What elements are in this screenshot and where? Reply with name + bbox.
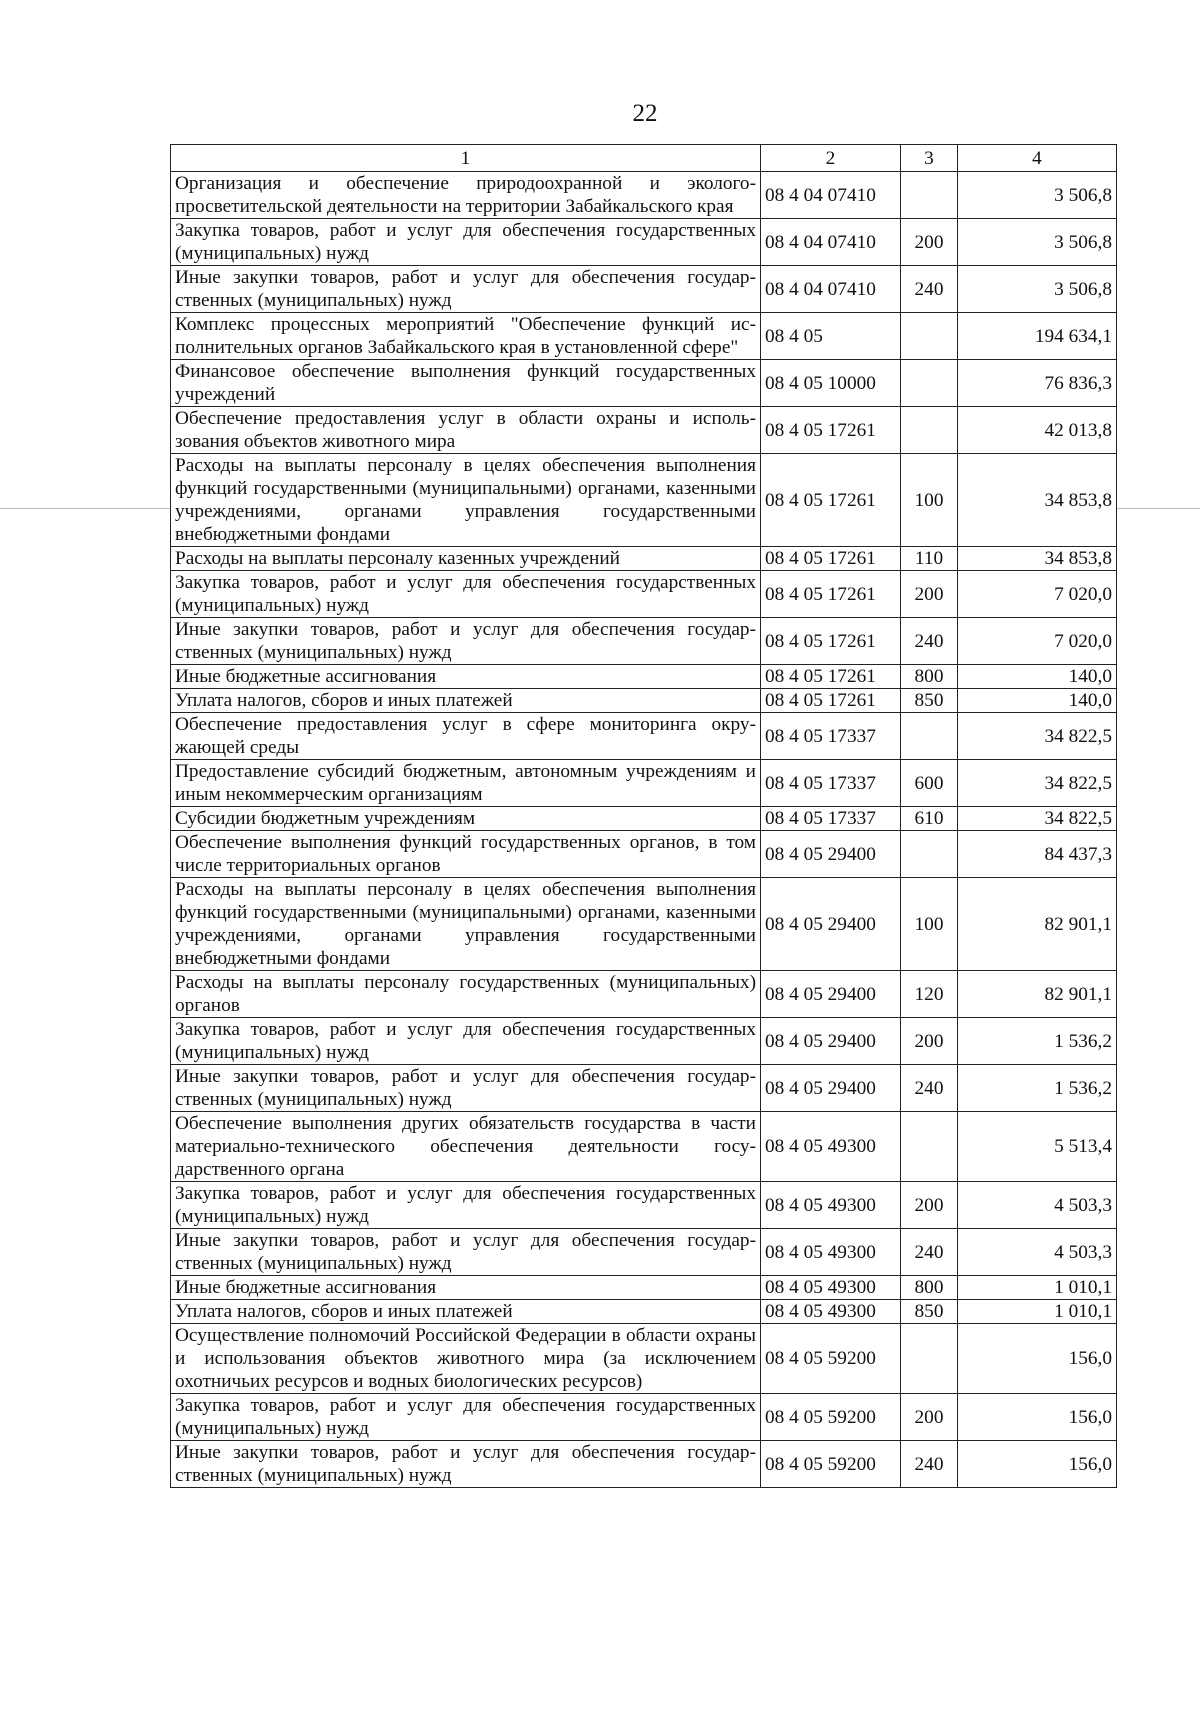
table-row [171,713,1117,760]
cell-name: Комплекс процессных мероприятий "Обеспечение функций исполнительных органов Забайкальского края в установленной сфере" [171,313,761,360]
cell-sum: 4 503,3 [958,1229,1117,1276]
table-row [171,313,1117,360]
cell-type [901,713,958,760]
cell-type: 200 [901,1182,958,1229]
column-header-name: 1 [171,145,761,172]
cell-type: 850 [901,1300,958,1324]
table-header-row [171,145,1117,172]
cell-type [901,172,958,219]
column-header-code: 2 [761,145,901,172]
cell-code: 08 4 05 29400 [761,1065,901,1112]
table-row [171,618,1117,665]
cell-code: 08 4 05 10000 [761,360,901,407]
table-row [171,1324,1117,1394]
cell-type: 800 [901,665,958,689]
cell-sum: 1 536,2 [958,1065,1117,1112]
table-row [171,360,1117,407]
cell-code: 08 4 05 17261 [761,618,901,665]
cell-code: 08 4 05 17337 [761,760,901,807]
table-row [171,547,1117,571]
cell-code: 08 4 05 49300 [761,1112,901,1182]
cell-type [901,313,958,360]
cell-name: Иные закупки товаров, работ и услуг для обеспечения государственных (муниципальных) нужд [171,618,761,665]
column-header-sum: 4 [958,145,1117,172]
table-row [171,971,1117,1018]
cell-name: Предоставление субсидий бюджетным, автономным учреждениям и иным некоммерческим организациям [171,760,761,807]
cell-type: 110 [901,547,958,571]
cell-type: 200 [901,1394,958,1441]
cell-sum: 34 853,8 [958,454,1117,547]
cell-type [901,1112,958,1182]
table-row [171,407,1117,454]
cell-name: Финансовое обеспечение выполнения функций государственных учреждений [171,360,761,407]
cell-name: Обеспечение выполнения других обязательств государства в части материально-технического обеспечения деятельности государственного органа [171,1112,761,1182]
cell-code: 08 4 05 17261 [761,571,901,618]
cell-name: Расходы на выплаты персоналу в целях обеспечения выполнения функций государственными (муниципальными) органами, казенными учреждениями, органами управления государственными внебюджетными фондами [171,454,761,547]
page-number: 22 [632,100,658,127]
cell-type: 240 [901,1065,958,1112]
cell-code: 08 4 05 17261 [761,665,901,689]
cell-code: 08 4 05 59200 [761,1441,901,1488]
cell-name: Закупка товаров, работ и услуг для обеспечения государственных (муниципальных) нужд [171,1182,761,1229]
cell-sum: 156,0 [958,1441,1117,1488]
cell-name: Обеспечение выполнения функций государственных органов, в том числе территориальных органов [171,831,761,878]
cell-code: 08 4 05 49300 [761,1182,901,1229]
cell-code: 08 4 04 07410 [761,266,901,313]
cell-sum: 1 010,1 [958,1300,1117,1324]
cell-sum: 3 506,8 [958,172,1117,219]
cell-name: Закупка товаров, работ и услуг для обеспечения государственных (муниципальных) нужд [171,571,761,618]
table-row [171,807,1117,831]
table-row [171,1394,1117,1441]
cell-sum: 34 822,5 [958,713,1117,760]
table-row [171,571,1117,618]
cell-sum: 3 506,8 [958,266,1117,313]
cell-code: 08 4 05 [761,313,901,360]
cell-type [901,1324,958,1394]
cell-type [901,360,958,407]
table-row [171,1441,1117,1488]
cell-type: 240 [901,1229,958,1276]
cell-code: 08 4 05 29400 [761,878,901,971]
cell-type: 600 [901,760,958,807]
table-row [171,1229,1117,1276]
cell-sum: 194 634,1 [958,313,1117,360]
cell-code: 08 4 04 07410 [761,172,901,219]
table-row [171,219,1117,266]
cell-sum: 156,0 [958,1324,1117,1394]
column-header-type: 3 [901,145,958,172]
cell-sum: 1 010,1 [958,1276,1117,1300]
cell-name: Иные бюджетные ассигнования [171,1276,761,1300]
cell-sum: 34 853,8 [958,547,1117,571]
cell-type: 100 [901,878,958,971]
cell-code: 08 4 05 59200 [761,1394,901,1441]
cell-sum: 140,0 [958,689,1117,713]
cell-name: Расходы на выплаты персоналу казенных учреждений [171,547,761,571]
table-row [171,454,1117,547]
cell-code: 08 4 05 59200 [761,1324,901,1394]
cell-name: Обеспечение предоставления услуг в области охраны и использования объектов животного мира [171,407,761,454]
cell-name: Иные закупки товаров, работ и услуг для обеспечения государственных (муниципальных) нужд [171,266,761,313]
cell-type: 240 [901,266,958,313]
cell-type: 120 [901,971,958,1018]
budget-table [170,144,1117,1488]
cell-sum: 140,0 [958,665,1117,689]
cell-type [901,407,958,454]
cell-type [901,831,958,878]
cell-code: 08 4 05 17261 [761,407,901,454]
table-row [171,760,1117,807]
cell-code: 08 4 05 29400 [761,1018,901,1065]
cell-type: 850 [901,689,958,713]
scan-artifact-right [1116,508,1200,509]
cell-sum: 84 437,3 [958,831,1117,878]
table-row [171,1018,1117,1065]
table-row [171,266,1117,313]
cell-type: 800 [901,1276,958,1300]
cell-name: Уплата налогов, сборов и иных платежей [171,689,761,713]
cell-name: Субсидии бюджетным учреждениям [171,807,761,831]
cell-sum: 34 822,5 [958,760,1117,807]
table-row [171,172,1117,219]
cell-code: 08 4 05 17261 [761,454,901,547]
cell-sum: 42 013,8 [958,407,1117,454]
cell-sum: 7 020,0 [958,571,1117,618]
cell-sum: 4 503,3 [958,1182,1117,1229]
table-row [171,878,1117,971]
cell-sum: 76 836,3 [958,360,1117,407]
cell-type: 100 [901,454,958,547]
cell-type: 240 [901,1441,958,1488]
cell-name: Уплата налогов, сборов и иных платежей [171,1300,761,1324]
cell-name: Закупка товаров, работ и услуг для обеспечения государственных (муниципальных) нужд [171,1018,761,1065]
cell-sum: 82 901,1 [958,878,1117,971]
cell-code: 08 4 05 17261 [761,547,901,571]
cell-name: Закупка товаров, работ и услуг для обеспечения государственных (муниципальных) нужд [171,219,761,266]
cell-name: Иные бюджетные ассигнования [171,665,761,689]
cell-type: 200 [901,219,958,266]
cell-name: Осуществление полномочий Российской Федерации в области охраны и использования объектов животного мира (за исключением охотничьих ресурсов и водных биологических ресурсов) [171,1324,761,1394]
cell-sum: 3 506,8 [958,219,1117,266]
table-row [171,1182,1117,1229]
cell-code: 08 4 05 29400 [761,831,901,878]
table-row [171,689,1117,713]
cell-type: 200 [901,1018,958,1065]
cell-sum: 156,0 [958,1394,1117,1441]
cell-type: 610 [901,807,958,831]
cell-code: 08 4 05 17261 [761,689,901,713]
cell-code: 08 4 05 49300 [761,1300,901,1324]
scan-artifact-left [0,508,170,509]
cell-name: Организация и обеспечение природоохранной и эколого-просветительской деятельности на территории Забайкальского края [171,172,761,219]
cell-type: 240 [901,618,958,665]
cell-name: Закупка товаров, работ и услуг для обеспечения государственных (муниципальных) нужд [171,1394,761,1441]
table-body [171,172,1117,1488]
table-row [171,1065,1117,1112]
cell-name: Иные закупки товаров, работ и услуг для обеспечения государственных (муниципальных) нужд [171,1229,761,1276]
cell-name: Обеспечение предоставления услуг в сфере мониторинга окружающей среды [171,713,761,760]
cell-name: Расходы на выплаты персоналу государственных (муниципальных) органов [171,971,761,1018]
cell-sum: 1 536,2 [958,1018,1117,1065]
table-row [171,1300,1117,1324]
cell-code: 08 4 04 07410 [761,219,901,266]
cell-type: 200 [901,571,958,618]
table-row [171,1112,1117,1182]
cell-name: Иные закупки товаров, работ и услуг для обеспечения государственных (муниципальных) нужд [171,1441,761,1488]
cell-code: 08 4 05 49300 [761,1229,901,1276]
cell-code: 08 4 05 49300 [761,1276,901,1300]
cell-name: Расходы на выплаты персоналу в целях обеспечения выполнения функций государственными (муниципальными) органами, казенными учреждениями, органами управления государственными внебюджетными фондами [171,878,761,971]
cell-sum: 82 901,1 [958,971,1117,1018]
cell-sum: 34 822,5 [958,807,1117,831]
cell-sum: 7 020,0 [958,618,1117,665]
cell-code: 08 4 05 17337 [761,807,901,831]
table-row [171,665,1117,689]
cell-sum: 5 513,4 [958,1112,1117,1182]
cell-code: 08 4 05 17337 [761,713,901,760]
cell-code: 08 4 05 29400 [761,971,901,1018]
table-row [171,1276,1117,1300]
table-row [171,831,1117,878]
cell-name: Иные закупки товаров, работ и услуг для обеспечения государственных (муниципальных) нужд [171,1065,761,1112]
